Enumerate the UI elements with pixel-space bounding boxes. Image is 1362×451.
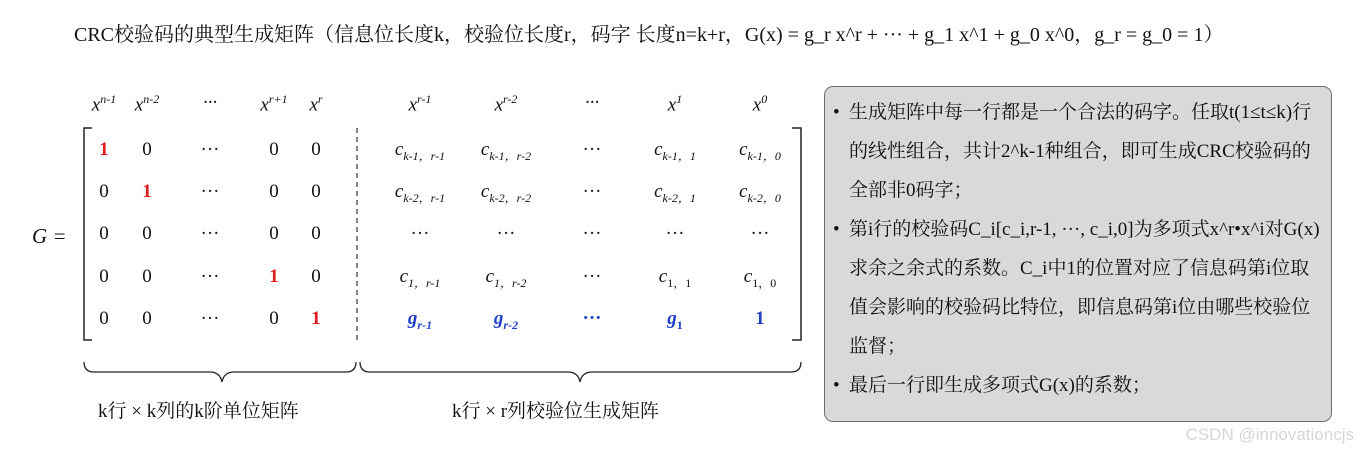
cell-symbol: c [394, 139, 404, 160]
right-brace [360, 362, 801, 382]
check-cell: ··· [582, 181, 602, 202]
cell-subscript: k-2，r-1 [403, 190, 446, 205]
cell-subscript: k-2，0 [747, 190, 781, 205]
cell-subscript: r-1 [417, 317, 433, 332]
identity-cell: 0 [99, 181, 109, 202]
identity-cell: 0 [142, 308, 152, 329]
cell-subscript: k-1，r-2 [489, 148, 532, 163]
check-cell [464, 139, 548, 164]
identity-cell: 0 [142, 266, 152, 287]
note-item: • 第i行的校验码C_i[c_i,r-1, ···, c_i,0]为多项式x^r•x^i对G(x)求余之余式的系数。C_i中1的位置对应了信息码第i位取值会影响的校验码比特位，即信息码第i位由哪些校验位监督； [833, 210, 1323, 366]
check-cell [378, 266, 462, 291]
watermark: CSDN @innovationcjs [1185, 425, 1354, 444]
identity-cell: 0 [142, 223, 152, 244]
check-col-header [471, 92, 541, 116]
check-cell [464, 266, 548, 291]
cell-symbol: c [480, 181, 490, 202]
check-cell: ··· [750, 223, 770, 244]
header-base: x [408, 94, 417, 116]
identity-col-header [175, 92, 245, 114]
generator-cell [464, 308, 548, 333]
cell-subscript: k-1，0 [747, 148, 781, 163]
cell-symbol: c [743, 266, 753, 287]
cell-subscript: r-2 [503, 317, 519, 332]
cell-symbol: g [667, 308, 677, 329]
header-base: x [494, 94, 503, 116]
check-cell [378, 181, 462, 206]
check-col-header [725, 92, 795, 116]
generator-cell: ··· [582, 308, 602, 329]
cell-symbol: c [658, 266, 668, 287]
generator-cell [633, 308, 717, 333]
header-base: x [309, 94, 318, 116]
identity-cell: 0 [99, 266, 109, 287]
cell-subscript: 1，r-2 [494, 275, 527, 290]
header-exponent: n-1 [100, 92, 117, 106]
cell-symbol: g [407, 308, 418, 329]
identity-cell: 0 [269, 139, 279, 160]
cell-symbol: c [399, 266, 408, 287]
identity-cell: 0 [311, 181, 321, 202]
identity-cell: ··· [200, 266, 220, 287]
cell-symbol: g [493, 308, 504, 329]
check-cell [378, 139, 462, 164]
header-exponent: 1 [676, 92, 683, 106]
matrix-label: G = [32, 224, 67, 248]
header-base: x [667, 94, 677, 116]
header-base: ··· [584, 92, 600, 113]
cell-symbol: c [739, 139, 748, 160]
identity-cell: ··· [200, 308, 220, 329]
identity-cell: 0 [99, 223, 109, 244]
header-base: ··· [202, 92, 218, 113]
cell-subscript: 1，0 [752, 275, 777, 290]
header-base: x [260, 94, 269, 116]
cell-subscript: k-1，r-1 [403, 148, 446, 163]
identity-cell: ··· [200, 181, 220, 202]
header-exponent: r+1 [268, 92, 288, 106]
identity-col-header [281, 92, 351, 116]
identity-cell: 0 [269, 181, 279, 202]
note-item: • 最后一行即生成多项式G(x)的系数； [833, 366, 1323, 405]
header-base: x [134, 94, 144, 116]
check-cell [633, 139, 717, 164]
identity-cell: 0 [142, 139, 152, 160]
check-cell [718, 139, 802, 164]
cell-subscript: k-2，r-2 [489, 190, 532, 205]
check-cell [718, 181, 802, 206]
notes-box [824, 86, 1332, 422]
generator-cell [378, 308, 462, 333]
cell-subscript: k-2，1 [662, 190, 696, 205]
cell-symbol: c [394, 181, 404, 202]
cell-symbol: c [485, 266, 494, 287]
header-exponent: r-2 [503, 92, 518, 106]
check-brace-label: k行 × r列校验位生成矩阵 [452, 401, 660, 422]
check-col-header [640, 92, 710, 116]
identity-cell: 1 [142, 181, 152, 202]
check-cell: ··· [582, 266, 602, 287]
header-base: x [752, 94, 762, 116]
left-brace [84, 362, 356, 382]
check-cell [718, 266, 802, 291]
check-col-header [385, 92, 455, 116]
check-cell: ··· [410, 223, 430, 244]
identity-col-header [112, 92, 182, 116]
cell-subscript: 1，1 [667, 275, 692, 290]
identity-cell: 1 [99, 139, 109, 160]
identity-cell: ··· [200, 223, 220, 244]
page-title: CRC校验码的典型生成矩阵（信息位长度k，校验位长度r，码字 长度n=k+r，G(x) = g_r x^r + ··· + g_1 x^1 + g_0 x^0，g_r = g_0 = 1） [74, 24, 1224, 46]
check-cell [633, 266, 717, 291]
identity-cell: 0 [269, 223, 279, 244]
identity-cell: 0 [311, 139, 321, 160]
check-cell: ··· [665, 223, 685, 244]
check-cell [633, 181, 717, 206]
identity-cell: 0 [99, 308, 109, 329]
header-exponent: n-2 [143, 92, 160, 106]
generator-cell: 1 [755, 308, 765, 329]
check-cell: ··· [496, 223, 516, 244]
cell-subscript: 1，r-1 [408, 275, 441, 290]
cell-subscript: k-1，1 [662, 148, 696, 163]
check-cell [464, 181, 548, 206]
header-exponent: 0 [761, 92, 768, 106]
header-base: x [91, 94, 101, 116]
cell-symbol: c [480, 139, 490, 160]
cell-subscript: 1 [676, 317, 683, 332]
header-exponent: r [317, 92, 323, 106]
identity-cell: ··· [200, 139, 220, 160]
cell-symbol: c [739, 181, 748, 202]
check-cell: ··· [582, 223, 602, 244]
cell-symbol: c [654, 139, 663, 160]
identity-cell: 0 [269, 308, 279, 329]
note-item: • 生成矩阵中每一行都是一个合法的码字。任取t(1≤t≤k)行的线性组合，共计2^k-1种组合，即可生成CRC校验码的全部非0码字； [833, 93, 1323, 210]
identity-cell: 1 [311, 308, 321, 329]
identity-cell: 0 [311, 223, 321, 244]
notes-list [833, 93, 1323, 405]
check-col-header [557, 92, 627, 114]
identity-cell: 1 [269, 266, 279, 287]
check-cell: ··· [582, 139, 602, 160]
cell-symbol: c [654, 181, 663, 202]
identity-brace-label: k行 × k列的k阶单位矩阵 [98, 401, 299, 422]
identity-cell: 0 [311, 266, 321, 287]
header-exponent: r-1 [417, 92, 432, 106]
